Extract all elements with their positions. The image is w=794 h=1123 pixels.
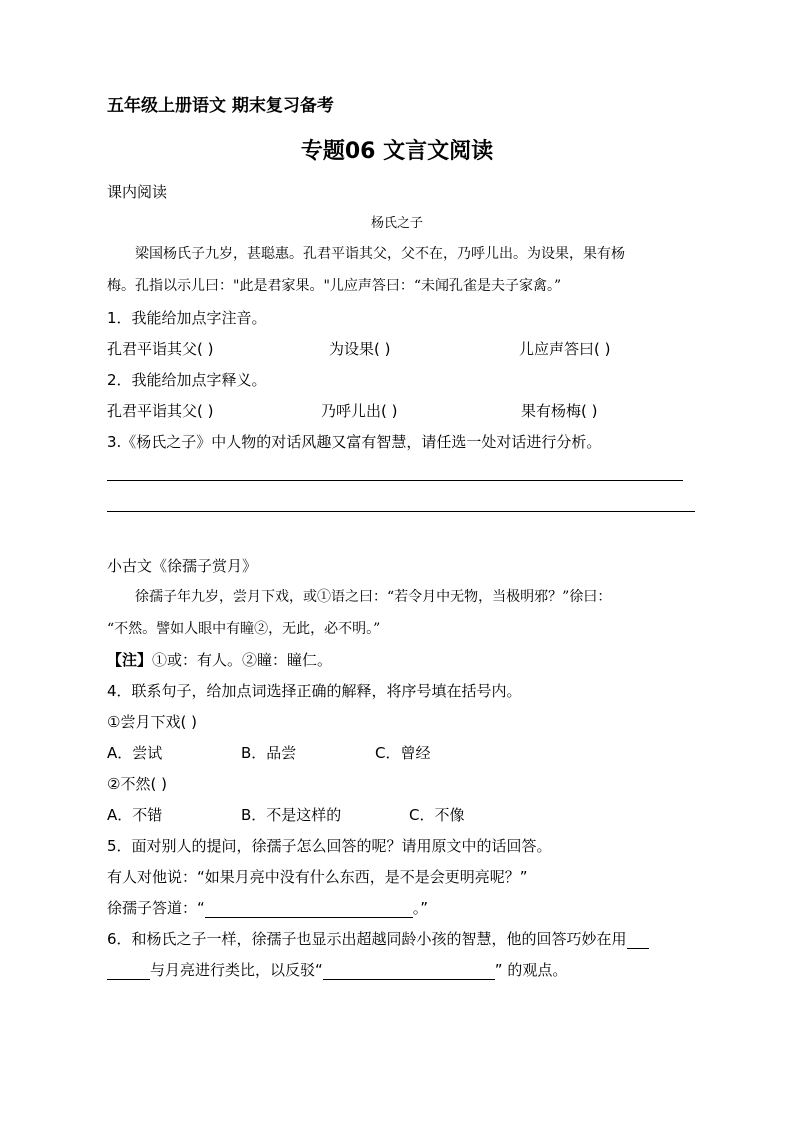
question-5-prompt: 有人对他说：“如果月亮中没有什么东西，是不是会更明亮呢？”	[107, 868, 528, 886]
page-title: 专题06 文言文阅读	[300, 139, 494, 164]
question-6-text-1: 6．和杨氏之子一样，徐孺子也显示出超越同龄小孩的智慧，他的回答巧妙在用	[107, 930, 627, 948]
question-2-item-1[interactable]: 孔君平诣其父( )	[107, 402, 214, 420]
question-2-items	[107, 401, 597, 421]
question-5-answer-prefix: 徐孺子答道：“	[107, 899, 205, 917]
question-1-item-1[interactable]: 孔君平诣其父( )	[107, 340, 214, 358]
annotation-note	[107, 650, 332, 670]
question-6-blank-1a[interactable]	[627, 932, 649, 949]
passage-yang-line-1: 梁国杨氏子九岁，甚聪惠。孔君平诣其父，父不在，乃呼儿出。为设果，果有杨	[135, 246, 625, 262]
question-1: 1．我能给加点字注音。	[107, 309, 267, 327]
option-a-not-bad[interactable]: A．不错	[107, 806, 163, 824]
section-label-in-class-reading: 课内阅读	[107, 183, 168, 201]
question-6-text-3: ” 的观点。	[494, 961, 568, 979]
question-4-sub-2-options	[107, 805, 464, 825]
question-6-text-2: 与月亮进行类比，以反驳“	[150, 961, 323, 979]
document-header-title: 五年级上册语文 期末复习备考	[107, 96, 334, 116]
question-5-answer-row	[107, 898, 428, 918]
question-5-answer-blank[interactable]	[205, 901, 413, 918]
question-6-line-2	[107, 960, 567, 980]
passage-xu-line-2: “不然。譬如人眼中有瞳②，无此，必不明。”	[107, 621, 381, 637]
passage-title-yang: 杨氏之子	[370, 216, 423, 231]
question-6-line-1	[107, 929, 649, 949]
option-c-once[interactable]: C．曾经	[375, 744, 431, 762]
section-label-xu-ruzi: 小古文《徐孺子赏月》	[107, 557, 258, 575]
answer-line-2[interactable]	[107, 511, 695, 512]
question-2: 2．我能给加点字释义。	[107, 371, 267, 389]
option-c-unlike[interactable]: C．不像	[409, 806, 465, 824]
annotation-note-label: 【注】	[107, 651, 153, 669]
option-a-try[interactable]: A．尝试	[107, 744, 163, 762]
passage-yang-line-2: 梅。孔指以示儿曰："此是君家果。"儿应声答曰：“未闻孔雀是夫子家禽。”	[107, 278, 562, 294]
question-5-answer-suffix: 。”	[412, 899, 429, 917]
question-1-item-3[interactable]: 儿应声答曰( )	[519, 340, 611, 358]
question-4-sub-1[interactable]: ①尝月下戏( )	[107, 713, 197, 731]
option-b-taste[interactable]: B．品尝	[241, 744, 297, 762]
question-4-sub-1-options	[107, 743, 430, 763]
question-3: 3.《杨氏之子》中人物的对话风趣又富有智慧，请任选一处对话进行分析。	[107, 433, 602, 451]
option-b-not-so[interactable]: B．不是这样的	[241, 806, 342, 824]
question-4-sub-2[interactable]: ②不然( )	[107, 775, 167, 793]
answer-line-1[interactable]	[107, 480, 683, 481]
question-2-item-3[interactable]: 果有杨梅( )	[521, 402, 598, 420]
annotation-note-text: ①或：有人。②瞳：瞳仁。	[152, 651, 333, 669]
question-4: 4．联系句子，给加点词选择正确的解释，将序号填在括号内。	[107, 682, 522, 700]
question-2-item-2[interactable]: 乃呼儿出( )	[321, 402, 398, 420]
question-1-item-2[interactable]: 为设果( )	[329, 340, 391, 358]
question-6-blank-2[interactable]	[323, 963, 495, 980]
question-5: 5．面对别人的提问，徐孺子怎么回答的呢？请用原文中的话回答。	[107, 837, 552, 855]
question-6-blank-1b[interactable]	[107, 963, 150, 980]
question-1-items	[107, 339, 610, 359]
passage-xu-line-1: 徐孺子年九岁，尝月下戏，或①语之曰：“若令月中无物，当极明邪？”徐曰：	[135, 589, 612, 605]
